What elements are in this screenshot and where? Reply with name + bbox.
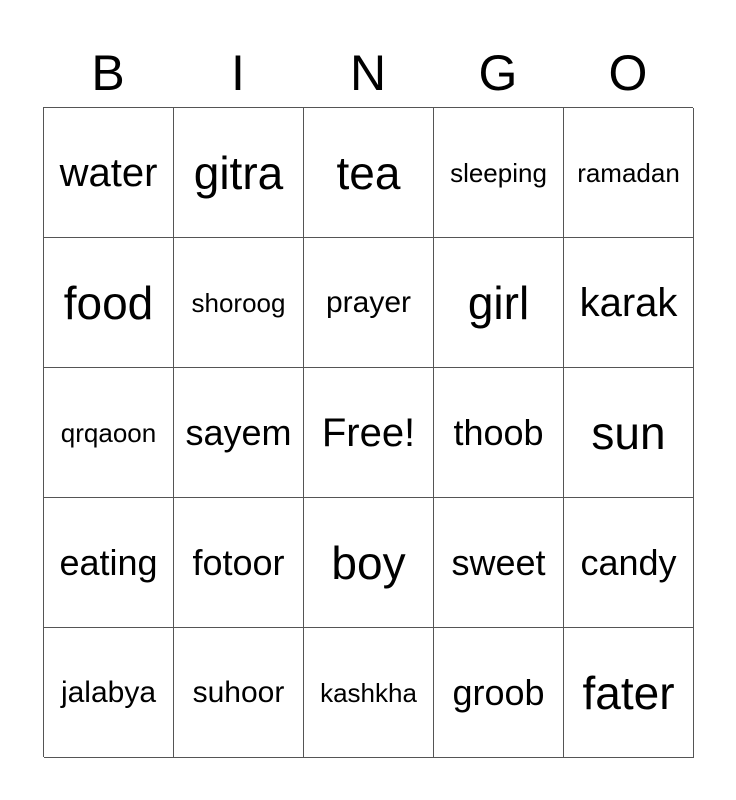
bingo-cell[interactable]: shoroog xyxy=(174,238,304,368)
bingo-header xyxy=(43,40,693,106)
bingo-cell[interactable]: thoob xyxy=(434,368,564,498)
bingo-cell[interactable]: eating xyxy=(44,498,174,628)
bingo-cell[interactable]: water xyxy=(44,108,174,238)
bingo-cell[interactable]: sun xyxy=(564,368,694,498)
bingo-cell[interactable]: kashkha xyxy=(304,628,434,758)
bingo-cell[interactable]: food xyxy=(44,238,174,368)
bingo-cell[interactable]: tea xyxy=(304,108,434,238)
bingo-cell[interactable]: gitra xyxy=(174,108,304,238)
bingo-cell[interactable]: fotoor xyxy=(174,498,304,628)
bingo-cell[interactable]: fater xyxy=(564,628,694,758)
header-letter-o: O xyxy=(608,45,648,101)
header-letter-g: G xyxy=(478,45,518,101)
bingo-board xyxy=(43,107,693,757)
bingo-cell[interactable]: candy xyxy=(564,498,694,628)
bingo-cell[interactable]: prayer xyxy=(304,238,434,368)
bingo-cell[interactable]: suhoor xyxy=(174,628,304,758)
bingo-cell[interactable]: groob xyxy=(434,628,564,758)
bingo-cell[interactable]: sweet xyxy=(434,498,564,628)
bingo-cell[interactable]: girl xyxy=(434,238,564,368)
bingo-cell[interactable]: ramadan xyxy=(564,108,694,238)
header-letter-b: B xyxy=(91,45,125,101)
header-letter-i: I xyxy=(231,45,245,101)
bingo-cell[interactable]: sayem xyxy=(174,368,304,498)
bingo-cell[interactable]: jalabya xyxy=(44,628,174,758)
bingo-cell[interactable]: qrqaoon xyxy=(44,368,174,498)
bingo-cell[interactable]: sleeping xyxy=(434,108,564,238)
header-letter-n: N xyxy=(349,45,387,101)
free-space-cell[interactable]: Free! xyxy=(304,368,434,498)
bingo-cell[interactable]: karak xyxy=(564,238,694,368)
bingo-cell[interactable]: boy xyxy=(304,498,434,628)
